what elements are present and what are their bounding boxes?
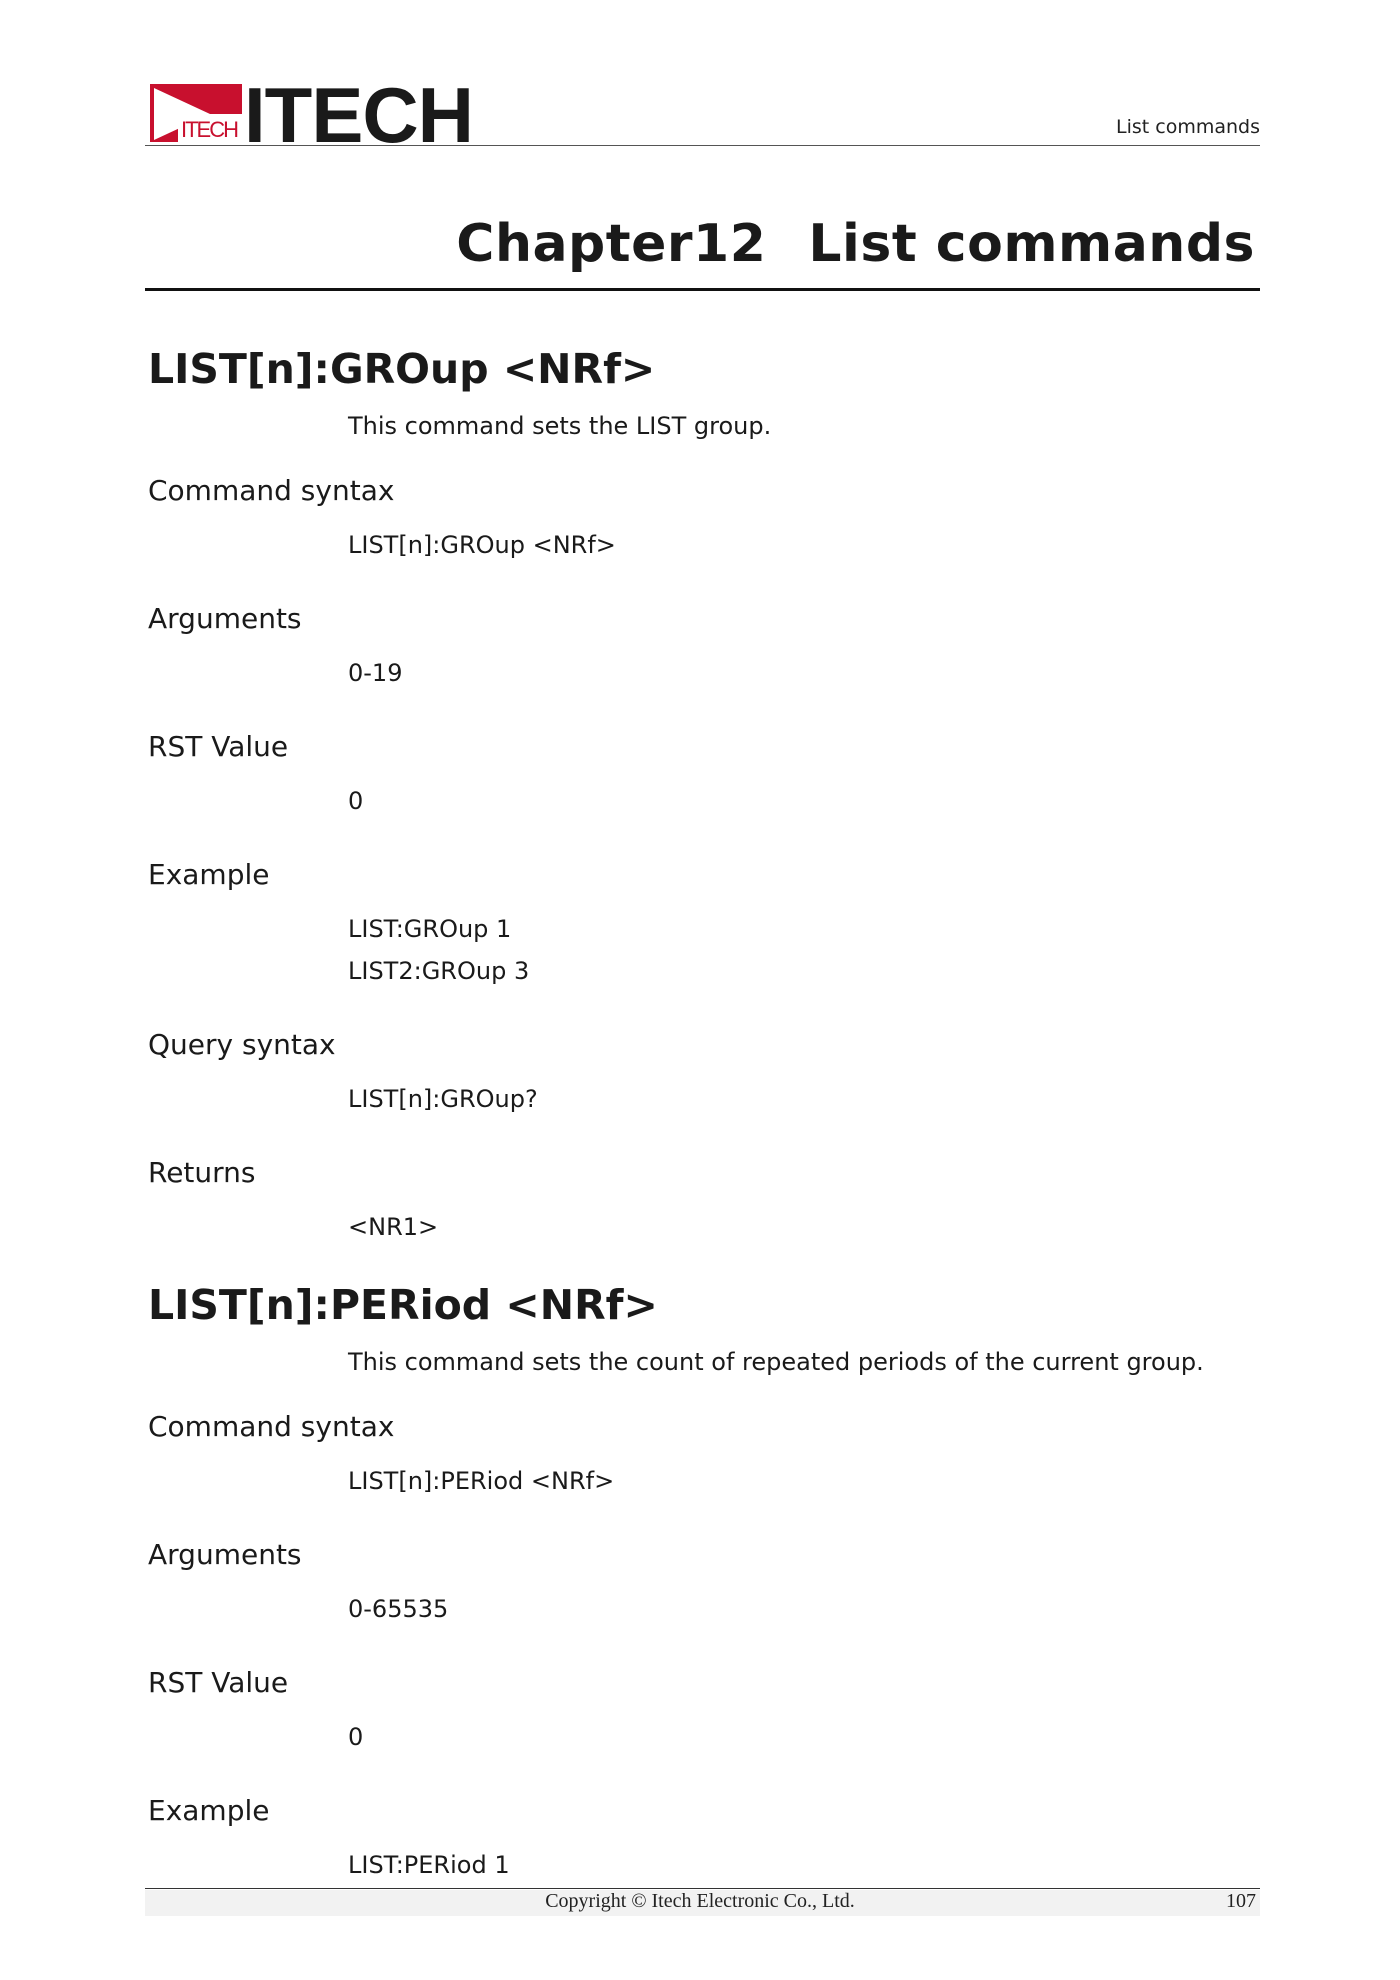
field-returns — [148, 1148, 1258, 1248]
header-divider — [145, 145, 1260, 146]
field-rst-value — [148, 722, 1258, 822]
field-value: 0 — [348, 1723, 364, 1751]
field-command-syntax — [148, 1402, 1258, 1502]
field-query-syntax — [148, 1020, 1258, 1120]
command-description: This command sets the count of repeated periods of the current group. — [348, 1348, 1204, 1376]
field-value: LIST2:GROup 3 — [348, 957, 530, 985]
field-label: Command syntax — [148, 474, 395, 507]
chapter-number: Chapter12 — [456, 214, 767, 274]
command-description: This command sets the LIST group. — [348, 412, 772, 440]
field-value: 0-65535 — [348, 1595, 449, 1623]
field-value: LIST[n]:GROup <NRf> — [348, 531, 616, 559]
field-label: Arguments — [148, 602, 302, 635]
field-value: LIST[n]:GROup? — [348, 1085, 538, 1113]
field-example — [148, 850, 1258, 992]
field-label: Query syntax — [148, 1028, 336, 1061]
field-value: 0-19 — [348, 659, 403, 687]
command-heading: LIST[n]:PERiod <NRf> — [148, 1281, 658, 1329]
field-label: Example — [148, 1794, 270, 1827]
itech-logo — [150, 71, 473, 159]
field-value: LIST[n]:PERiod <NRf> — [348, 1467, 615, 1495]
field-command-syntax — [148, 466, 1258, 566]
logo-flag-text: ITECH — [181, 117, 239, 142]
command-section-period — [148, 1276, 1258, 1886]
field-example — [148, 1786, 1258, 1886]
field-value: <NR1> — [348, 1213, 439, 1241]
running-header: List commands — [1116, 116, 1260, 138]
field-rst-value — [148, 1658, 1258, 1758]
chapter-divider — [145, 288, 1260, 291]
field-label: RST Value — [148, 1666, 289, 1699]
command-heading: LIST[n]:GROup <NRf> — [148, 345, 656, 393]
page-number: 107 — [1226, 1890, 1256, 1912]
footer-divider — [145, 1888, 1260, 1889]
logo-flag-icon — [150, 84, 242, 142]
field-label: Example — [148, 858, 270, 891]
chapter-title — [456, 214, 1255, 274]
chapter-name: List commands — [808, 214, 1255, 274]
logo-wordmark: ITECH — [244, 71, 473, 159]
footer-copyright: Copyright © Itech Electronic Co., Ltd. — [545, 1890, 855, 1912]
field-value: LIST:GROup 1 — [348, 915, 512, 943]
field-label: RST Value — [148, 730, 289, 763]
field-label: Command syntax — [148, 1410, 395, 1443]
command-section-group — [148, 340, 1258, 1248]
field-label: Arguments — [148, 1538, 302, 1571]
field-label: Returns — [148, 1156, 256, 1189]
field-arguments — [148, 594, 1258, 694]
document-body — [148, 340, 1258, 1914]
field-arguments — [148, 1530, 1258, 1630]
field-value: LIST:PERiod 1 — [348, 1851, 510, 1879]
field-value: 0 — [348, 787, 364, 815]
